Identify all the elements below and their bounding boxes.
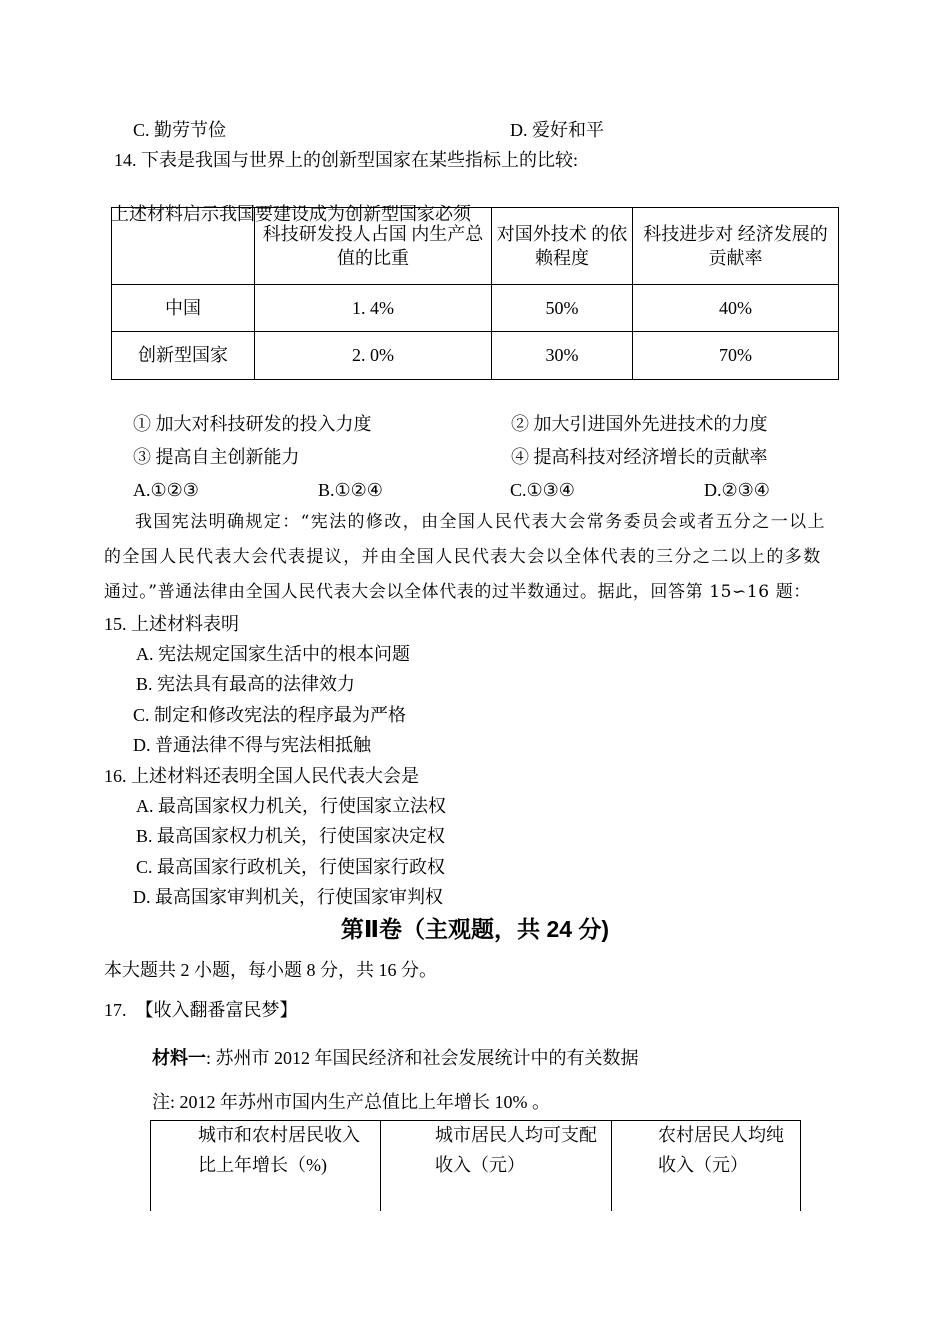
q17-income-table (150, 1120, 801, 1211)
material-line: 的全国人民代表大会代表提议，并由全国人民代表大会以全体代表的三分之二以上的多数 (104, 547, 822, 567)
q14-choice-b: B.①②④ (318, 480, 383, 500)
q16-option: A. 最高国家权力机关，行使国家立法权 (136, 796, 446, 816)
table-cell: 30% (492, 332, 633, 380)
table-header-cell (612, 1121, 801, 1211)
header-text: 农村居民人均纯收入（元） (658, 1125, 784, 1175)
table-cell: 50% (492, 285, 633, 332)
material-text: : 苏州市 2012 年国民经济和社会发展统计中的有关数据 (206, 1048, 639, 1068)
table-cell: 2. 0% (255, 332, 492, 380)
q14-overlay-text: 上述材料启示我国要建设成为创新型国家必须 (111, 204, 471, 224)
table-cell: 创新型国家 (112, 332, 255, 380)
q14-stem: 14. 下表是我国与世界上的创新型国家在某些指标上的比较: (114, 150, 578, 170)
table-header-cell (381, 1121, 612, 1211)
q16-option: D. 最高国家审判机关，行使国家审判权 (133, 887, 443, 907)
q17-material (152, 1048, 639, 1070)
table-cell: 中国 (112, 285, 255, 332)
q17-heading: 17. 【收入翻番富民梦】 (104, 1000, 298, 1020)
q15-option: D. 普通法律不得与宪法相抵触 (133, 735, 371, 755)
q14-choice-a: A.①②③ (133, 480, 199, 500)
table-row (112, 332, 839, 380)
q15-option: C. 制定和修改宪法的程序最为严格 (133, 705, 407, 725)
header-text: 城市和农村居民收入比上年增长（%) (198, 1125, 360, 1175)
q14-item: ① 加大对科技研发的投入力度 (133, 414, 372, 434)
table-header-row (151, 1121, 801, 1211)
q13-option-c: C. 勤劳节俭 (133, 120, 227, 140)
table-header-cell: 对国外技术 的依赖程度 (492, 208, 633, 285)
table-cell: 1. 4% (255, 285, 492, 332)
q14-choice-c: C.①③④ (510, 480, 575, 500)
header-text: 城市居民人均可支配收入（元） (435, 1125, 597, 1175)
q14-item: ④ 提高科技对经济增长的贡献率 (511, 447, 768, 467)
table-header-cell: 科技进步对 经济发展的贡献率 (633, 208, 839, 285)
q16-option: C. 最高国家行政机关，行使国家行政权 (136, 857, 446, 877)
q15-stem: 15. 上述材料表明 (104, 614, 239, 634)
table-header-cell: 科技研发投人占国 内生产总值的比重 (255, 208, 492, 285)
q16-option: B. 最高国家权力机关，行使国家决定权 (136, 826, 446, 846)
q17-note: 注: 2012 年苏州市国内生产总值比上年增长 10% 。 (152, 1092, 550, 1112)
q14-item: ③ 提高自主创新能力 (133, 447, 300, 467)
q15-option: A. 宪法规定国家生活中的根本问题 (136, 644, 410, 664)
q14-item: ② 加大引进国外先进技术的力度 (511, 414, 768, 434)
table-cell: 70% (633, 332, 839, 380)
q16-stem: 16. 上述材料还表明全国人民代表大会是 (104, 766, 419, 786)
table-cell: 40% (633, 285, 839, 332)
q14-choice-d: D.②③④ (704, 480, 770, 500)
material-line: 通过。”普通法律由全国人民代表大会以全体代表的过半数通过。据此，回答第 15∽16 题： (104, 582, 811, 602)
q14-comparison-table (111, 207, 839, 380)
material-label: 材料一 (152, 1048, 206, 1068)
q15-option: B. 宪法具有最高的法律效力 (136, 674, 356, 694)
part2-title: 第Ⅱ卷（主观题，共 24 分) (340, 916, 610, 942)
table-row (112, 285, 839, 332)
table-header-cell (151, 1121, 381, 1211)
part2-intro: 本大题共 2 小题，每小题 8 分，共 16 分。 (104, 960, 437, 980)
q13-option-d: D. 爱好和平 (510, 120, 604, 140)
material-line: 我国宪法明确规定：“宪法的修改，由全国人民代表大会常务委员会或者五分之一以上 (135, 512, 826, 532)
